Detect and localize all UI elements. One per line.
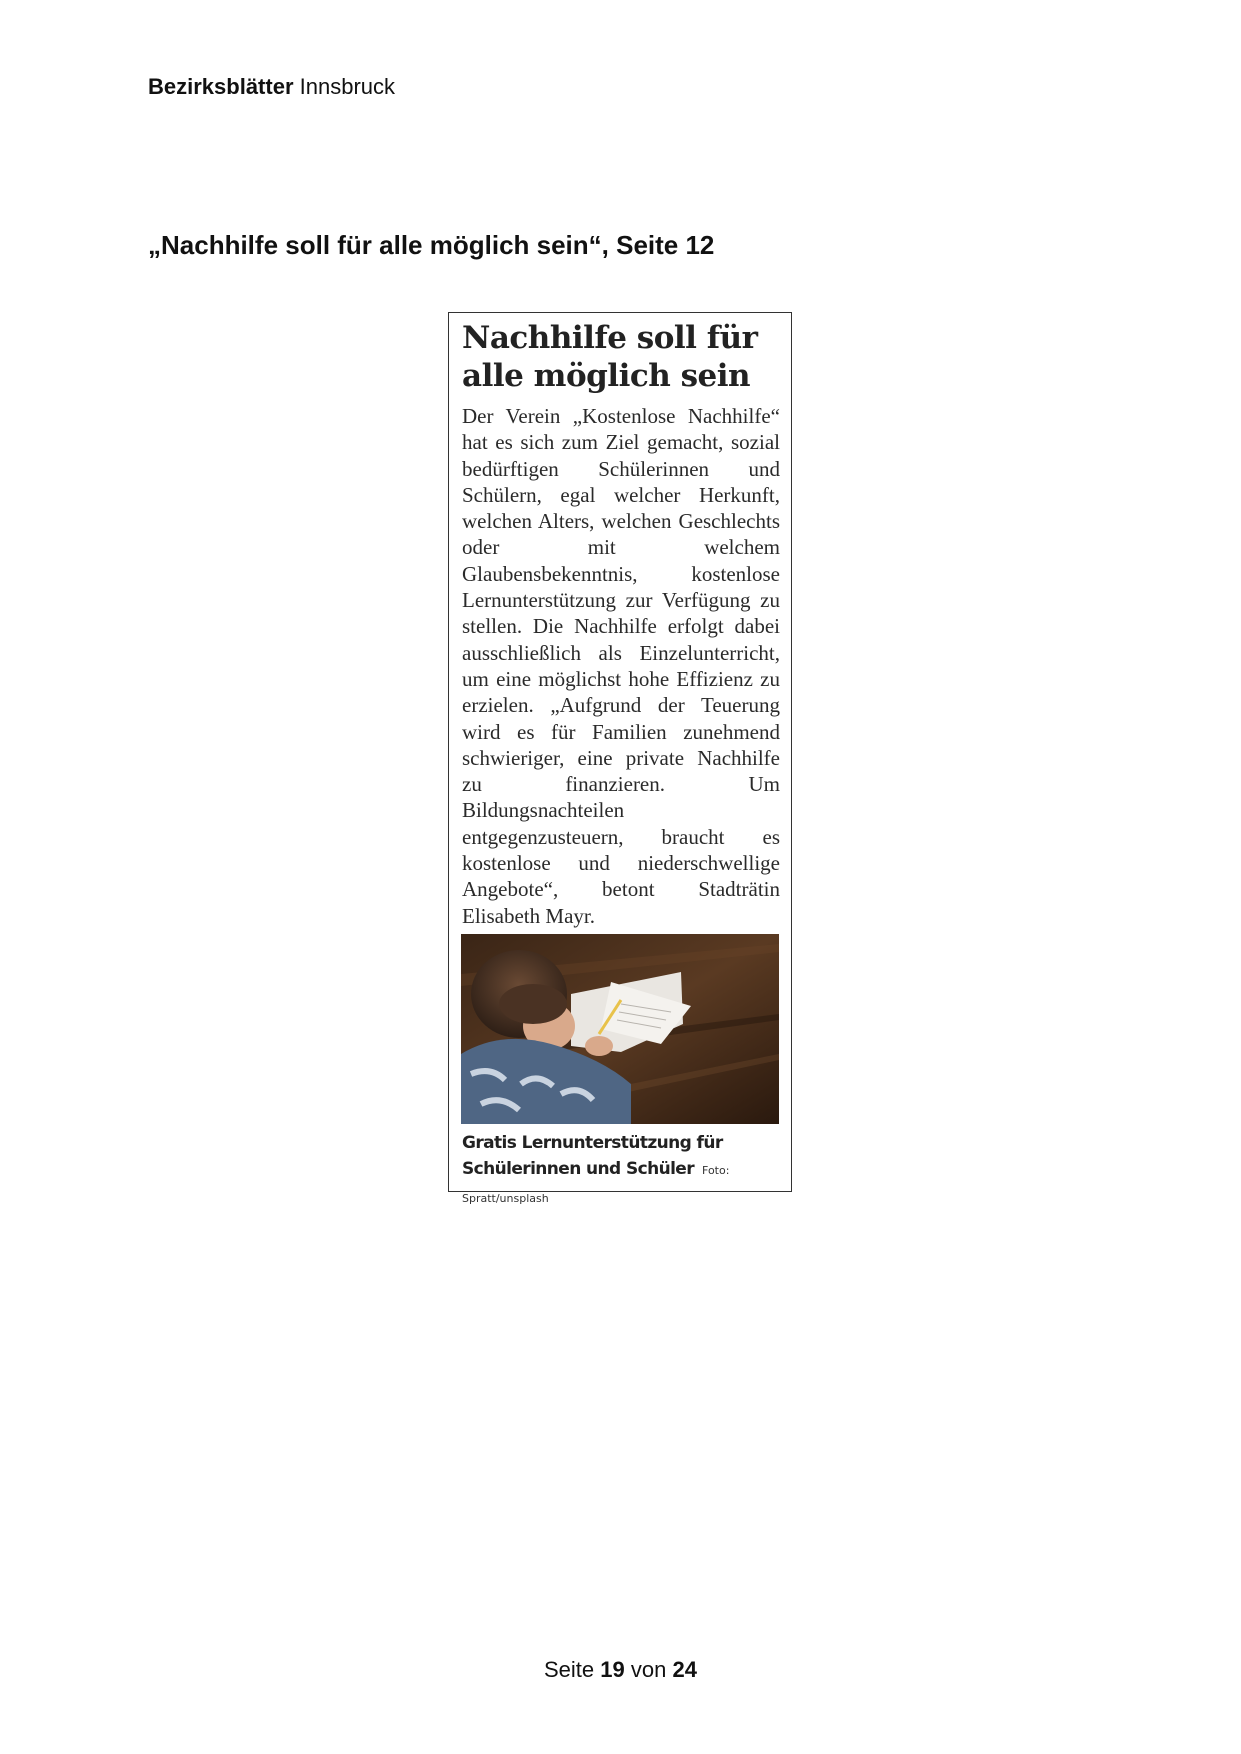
- photo-credit: Foto: Spratt/unsplash: [462, 1164, 730, 1205]
- page-footer: [0, 1656, 1241, 1684]
- document-header: [148, 73, 395, 101]
- page-heading: „Nachhilfe soll für alle möglich sein“, Seite 12: [148, 230, 715, 260]
- current-page-number: 19: [600, 1657, 625, 1682]
- article-title-line-1: Nachhilfe soll für: [462, 320, 758, 356]
- article-title: [462, 319, 782, 395]
- photo-child-studying: [461, 934, 779, 1124]
- page-separator: von: [630, 1657, 667, 1682]
- total-page-count: 24: [672, 1657, 697, 1682]
- article-photo: [461, 934, 779, 1124]
- article-title-line-2: alle möglich sein: [462, 358, 751, 394]
- photo-caption: [462, 1130, 782, 1212]
- publication-name: Bezirksblätter: [148, 74, 294, 99]
- caption-text: Gratis Lernunterstützung für Schülerinnen und Schüler: [462, 1133, 723, 1179]
- newspaper-clipping: [448, 312, 792, 1205]
- article-body: Der Verein „Kostenlose Nachhilfe“ hat es sich zum Ziel gemacht, sozial bedürftigen Schülerinnen und Schülern, egal welcher Herkunft, welchen Alters, welchen Geschlechts oder mit welchem Glaubensbekenntnis, kostenlose Lernunterstützung zur Verfügung zu stellen. Die Nachhilfe erfolgt dabei ausschließlich als Einzelunterricht, um eine möglichst hohe Effizienz zu erzielen. „Aufgrund der Teuerung wird es für Familien zunehmend schwieriger, eine private Nachhilfe zu finanzieren. Um Bildungsnachteilen entgegenzusteuern, braucht es kostenlose und niederschwellige Angebote“, betont Stadträtin Elisabeth Mayr.: [462, 404, 780, 928]
- page-label: Seite: [544, 1657, 595, 1682]
- edition-name: Innsbruck: [299, 74, 396, 99]
